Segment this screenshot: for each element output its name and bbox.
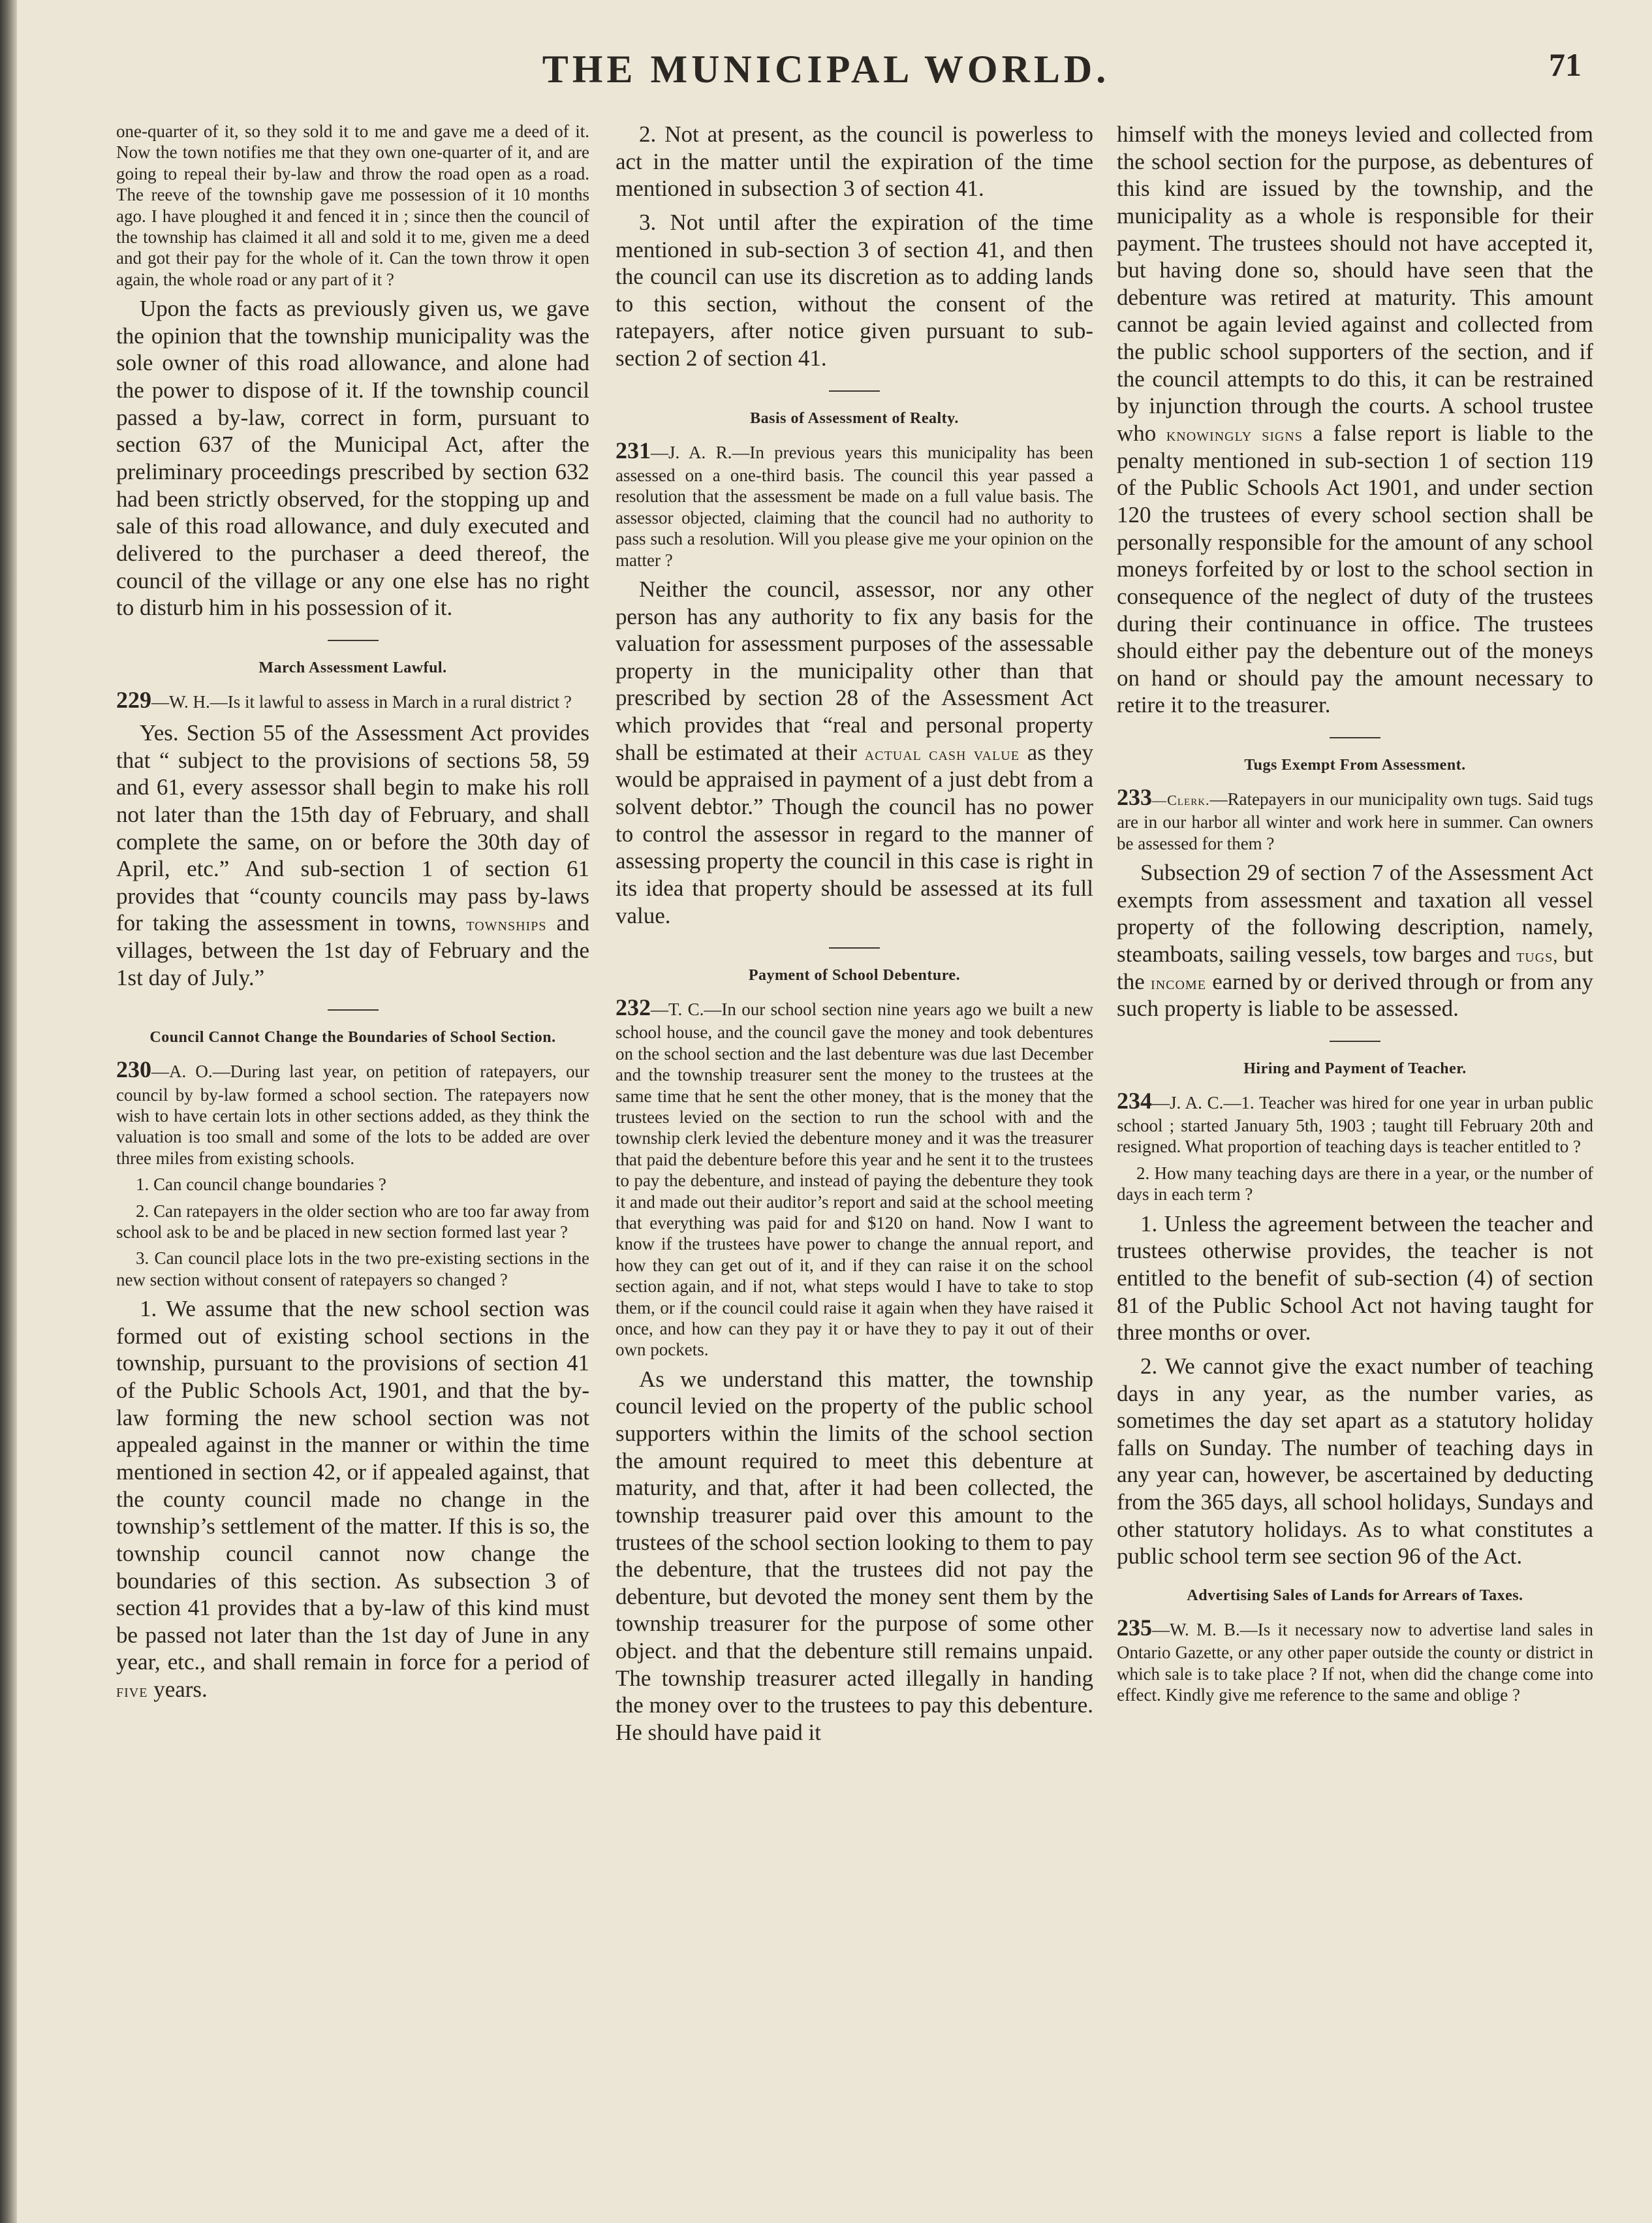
question-230 (116, 1056, 589, 1169)
page-number: 71 (1549, 46, 1582, 83)
answer-234-item-2: 2. We cannot give the exact number of teaching days in any year, as the number varies, as sometimes the day set apart as a statutory holiday falls on Sunday. The number of teaching days in any year can, however, be ascertained by deducting from the 365 days, all school holidays, Sundays and other statutory holidays. As to what constitutes a public school term see section 96 of the Act. (1117, 1353, 1593, 1569)
answer-233 (1117, 859, 1593, 1022)
question-231-text: —J. A. R.—In previous years this municipality has been assessed on a one-third basis. The council this year passed a resolution that the assessment be made on a full value basis. The assessor objected, claiming that the council had no authority to pass such a resolution. Will you please give me your opinion on the matter ? (616, 442, 1093, 570)
question-232-text: —T. C.—In our school section nine years ago we built a new school house, and the council gave the money and took debentures on the school section and the last debenture was due last December and the township treasurer sent the money to the trustees at the same time that he sent the other money, that is the money that the trustees levied on the section to run the school with and the township clerk levied the debenture money and it was the treasurer that paid the debenture before this year and he sent it to the trustees to pay the debenture, and instead of paying the debenture they took it and made out their auditor’s report and said at the school meeting that everything was paid for and $120 on hand. Now I want to know if the trustees have power to change the annual report, and how they can get out of it, and if they can raise it on the school section again, and if not, what steps would I have to take to stop them, or if the council could raise it again when they have raised it once, and how can they pay it or have they to pay it out of their own pockets. (616, 1000, 1093, 1360)
question-number-229: 229 (116, 686, 151, 713)
answer-229-smallcaps: townships (466, 914, 547, 936)
question-number-235: 235 (1117, 1614, 1152, 1641)
column-2 (616, 121, 1093, 2132)
answer-232: As we understand this matter, the township council levied on the property of the public school supporters within the limits of the school section the amount required to meet this debenture at maturity, and that, after it had been collected, the township treasurer paid over this amount to the trustees of the school section looking to them to pay the debenture, that the trustees did not pay the debenture, but devoted the money sent them by the township treasurer for the purpose of some other object. and that the debenture still remains unpaid. The township treasurer acted illegally in handing the money over to the trustees to pay this debenture. He should have paid it (616, 1366, 1093, 1745)
answer-230-part2: years. (153, 1677, 208, 1703)
binding-gutter (0, 0, 17, 2223)
answer-231 (616, 576, 1093, 929)
answer-229-part2: and villages, between the 1st day of February and the 1st day of July.” (116, 910, 589, 990)
question-number-234: 234 (1117, 1087, 1152, 1114)
question-235 (1117, 1614, 1593, 1705)
question-number-232: 232 (616, 994, 651, 1021)
question-number-233: 233 (1117, 784, 1152, 811)
heading-230: Council Cannot Change the Boundaries of School Section. (149, 1029, 556, 1047)
answer-230-smallcaps: five (116, 1680, 148, 1702)
question-230-item-2: 2. Can ratepayers in the older section who are too far away from school ask to be and be placed in new section formed last year ? (116, 1201, 589, 1242)
heading-232: Payment of School Debenture. (748, 967, 961, 985)
answer-234-item-1: 1. Unless the agreement between the teacher and trustees otherwise provides, the teacher is not entitled to the benefit of sub-section (4) of section 81 of the Public School Act not having taught for three months or over. (1117, 1210, 1593, 1346)
answer-233-smallcaps-1: tugs, (1516, 945, 1559, 966)
answer-230 (116, 1295, 589, 1703)
question-234-item-2: 2. How many teaching days are there in a year, or the number of days in each term ? (1117, 1163, 1593, 1205)
question-number-231: 231 (616, 437, 651, 464)
letter-intro: one-quarter of it, so they sold it to me and gave me a deed of it. Now the town notifies me that they own one-quarter of it, and are going to repeal their by-law and throw the road open as a road. The reeve of the township gave me possession of it 10 months ago. I have ploughed it and fenced it in ; since then the council of the township has claimed it all and sold it to me, given me a deed and got their pay for the whole of it. Can the town throw it open again, the whole road or any part of it ? (116, 121, 589, 289)
column-1 (116, 121, 589, 2132)
answer-229-part1: Yes. Section 55 of the Assessment Act provides that “ subject to the provisions of sections 58, 59 and 61, every assessor shall begin to make his roll not later than the 15th day of February, and shall complete the same, on or before the 30th day of April, etc.” And sub-section 1 of section 61 provides that “county councils may pass by-laws for taking the assessment in towns, (116, 720, 589, 936)
question-number-230: 230 (116, 1056, 151, 1083)
question-235-text: —W. M. B.—Is it necessary now to advertise land sales in Ontario Gazette, or any other paper outside the county or district in which sale is to take place ? If not, when did the change come into effect. Kindly give me reference to the same and oblige ? (1117, 1619, 1593, 1705)
answer-233-smallcaps-2: income (1151, 972, 1206, 994)
question-230-item-1: 1. Can council change boundaries ? (136, 1175, 386, 1195)
answer-229 (116, 719, 589, 991)
question-229 (116, 686, 589, 714)
section-divider (829, 947, 880, 949)
answer-232-smallcaps: knowingly signs (1166, 424, 1303, 446)
heading-233: Tugs Exempt From Assessment. (1244, 757, 1466, 774)
question-230-item-3: 3. Can council place lots in the two pre-existing sections in the new section without consent of ratepayers so changed ? (116, 1248, 589, 1289)
column-3 (1117, 121, 1593, 2132)
heading-235: Advertising Sales of Lands for Arrears of Taxes. (1187, 1586, 1523, 1604)
answer-230-item-3: 3. Not until after the expiration of the time mentioned in sub-section 3 of section 41, and then the council can use its discretion as to adding lands to this section, without the consent of the ratepayers, after notice given pursuant to sub-section 2 of section 41. (616, 209, 1093, 371)
section-divider (829, 390, 880, 392)
page-title: THE MUNICIPAL WORLD. (542, 48, 1110, 91)
answer-231-part2: as they would be appraised in payment of a just debt from a solvent debtor.” Though the council has no power to control the assessor in regard to the manner of assessing property the council in this case is right in its idea that property should be assessed at its full value. (616, 739, 1093, 928)
answer-228: Upon the facts as previously given us, we gave the opinion that the township municipality was the sole owner of this road allowance, and alone had the power to dispose of it. If the township council passed a by-law, correct in form, pursuant to section 637 of the Municipal Act, after the preliminary proceedings prescribed by section 632 had been strictly observed, for the stopping up and sale of this road allowance, and duly executed and delivered to the purchaser a deed thereof, the council of the village or any one else has no right to disturb him in his possession of it. (116, 296, 589, 621)
question-234-text: —J. A. C.—1. Teacher was hired for one year in urban public school ; started January 5th, 1903 ; taught till February 20th and resigned. What proportion of teaching days is teacher entitled to ? (1117, 1092, 1593, 1157)
answer-231-smallcaps: actual cash value (864, 743, 1020, 765)
answer-231-part1: Neither the council, assessor, nor any other person has any authority to fix any basis for the valuation for assessment purposes of the assessable property in the municipality other than that prescribed by section 28 of the Assessment Act which provides that “real and personal property shall be estimated at their (616, 576, 1093, 765)
section-divider (1330, 1041, 1380, 1042)
question-231 (616, 437, 1093, 571)
answer-233-part1: Subsection 29 of section 7 of the Assessment Act exempts from assessment and taxation all vessel property of the following description, namely, steamboats, sailing vessels, tow barges and (1117, 860, 1593, 967)
section-divider (328, 1009, 379, 1011)
question-233-text: —Ratepayers in our municipality own tugs. Said tugs are in our harbor all winter and work here in summer. Can owners be assessed for them ? (1117, 789, 1593, 853)
answer-232-cont-part2: a false report is liable to the penalty mentioned in sub-section 1 of section 119 of the Public Schools Act 1901, and under section 120 the trustees of every school section shall be personally responsible for the amount of any school moneys forfeited by or lost to the school section in consequence of the neglect of duty of the trustees during their continuance in office. The trustees should either pay the debenture out of the moneys on hand or should pay the amount necessary to retire it to the treasurer. (1117, 420, 1593, 718)
question-234 (1117, 1087, 1593, 1158)
answer-232-cont-part1: himself with the moneys levied and collected from the school section for the purpose, as debentures of this kind are issued by the township, and the municipality as a whole is responsible for their payment. The trustees should not have accepted it, but having done so, should have seen that the debenture was retired at maturity. This amount cannot be again levied against and collected from the public school supporters of the section, and if the council attempts to do this, it can be restrained by injunction through the courts. A school trustee who (1117, 121, 1593, 447)
section-divider (328, 640, 379, 641)
question-229-text: —W. H.—Is it lawful to assess in March in a rural district ? (151, 691, 572, 712)
answer-230-item-2: 2. Not at present, as the council is powerless to act in the matter until the expiration of the time mentioned in subsection 3 of section 41. (616, 121, 1093, 202)
heading-231: Basis of Assessment of Realty. (750, 409, 959, 427)
answer-232-continued (1117, 121, 1593, 719)
answer-233-part3: earned by or derived through or from any such property is liable to be assessed. (1117, 968, 1593, 1022)
answer-233-part2: but the (1117, 941, 1593, 994)
question-233 (1117, 783, 1593, 854)
heading-229: March Assessment Lawful. (258, 659, 447, 676)
question-232 (616, 994, 1093, 1360)
question-230-text: —A. O.—During last year, on petition of ratepayers, our council by by-law formed a school section. The ratepayers now wish to have certain lots in other sections added, as they think the valuation is too small and some of the lots to be added are over three miles from existing schools. (116, 1062, 589, 1168)
section-divider (1330, 737, 1380, 738)
answer-230-part1: 1. We assume that the new school section was formed out of existing school sections in the township, pursuant to the provisions of section 41 of the Public Schools Act, 1901, and that the by-law forming the new school section was not appealed against in the manner or within the time mentioned in section 42, or if appealed against, that the county council made no change in the township’s settlement of the matter. If this is so, the township council cannot now change the boundaries of this section. As subsection 3 of section 41 provides that a by-law of this kind must be passed not later than the 1st day of June in any year, etc., and shall remain in force for a period of (116, 1296, 589, 1675)
question-233-author: —Clerk. (1152, 792, 1210, 809)
heading-234: Hiring and Payment of Teacher. (1243, 1060, 1467, 1077)
